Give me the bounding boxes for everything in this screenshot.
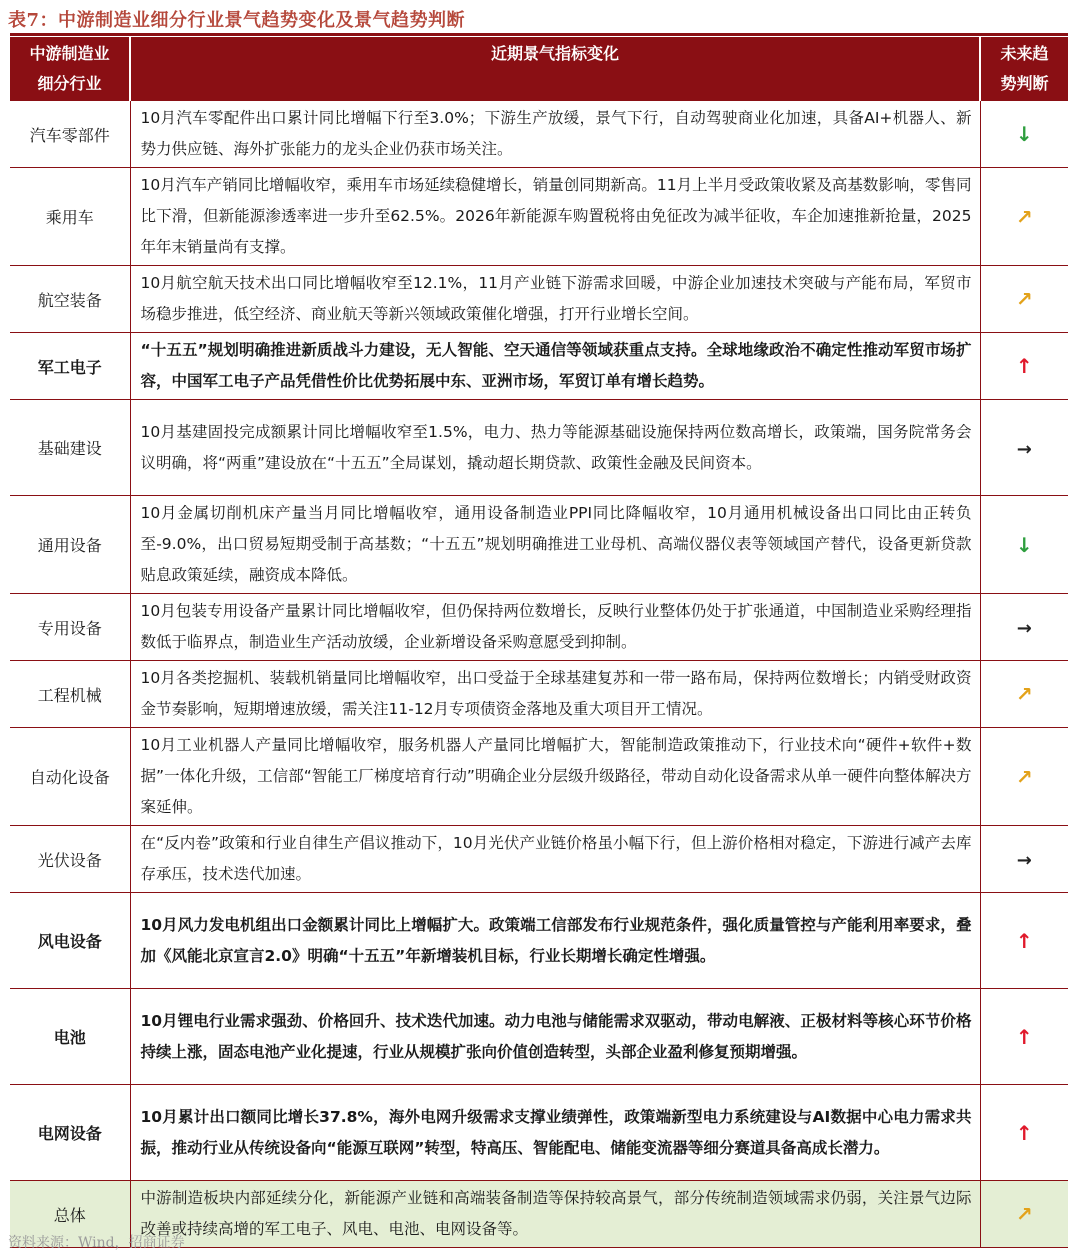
industry-cell: 自动化设备 (10, 728, 130, 826)
change-cell: 10月汽车零配件出口累计同比增幅下行至3.0%；下游生产放缓，景气下行，自动驾驶商业化加速，具备AI+机器人、新势力供应链、海外扩张能力的龙头企业仍获市场关注。 (130, 101, 980, 168)
trend-cell (980, 1085, 1068, 1181)
trend-arrow-icon: ↗ (1015, 764, 1033, 789)
trend-cell (980, 594, 1068, 661)
table-row (10, 989, 1068, 1085)
trend-cell (980, 661, 1068, 728)
trend-arrow-icon: ↗ (1015, 682, 1033, 706)
table-row (10, 496, 1068, 594)
industry-cell: 光伏设备 (10, 826, 130, 893)
header-change: 近期景气指标变化 (130, 37, 980, 101)
change-cell: “十五五”规划明确推进新质战斗力建设，无人智能、空天通信等领域获重点支持。全球地缘政治不确定性推动军贸市场扩容，中国军工电子产品凭借性价比优势拓展中东、亚洲市场，军贸订单有增长趋势。 (130, 333, 980, 400)
trend-cell (980, 496, 1068, 594)
industry-cell: 电网设备 (10, 1085, 130, 1181)
trend-cell (980, 893, 1068, 989)
change-cell: 10月金属切削机床产量当月同比增幅收窄，通用设备制造业PPI同比降幅收窄，10月通用机械设备出口同比由正转负至-9.0%，出口贸易短期受制于高基数；“十五五”规划明确推进工业母机、高端仪器仪表等领域国产替代，设备更新贷款贴息政策延续，融资成本降低。 (130, 496, 980, 594)
table-row (10, 826, 1068, 893)
table-row (10, 400, 1068, 496)
trend-arrow-icon: → (1016, 438, 1032, 460)
industry-cell: 风电设备 (10, 893, 130, 989)
table-row (10, 594, 1068, 661)
trend-cell (980, 728, 1068, 826)
trend-arrow-icon: ↑ (1015, 1120, 1033, 1145)
table-row (10, 333, 1068, 400)
change-cell: 10月累计出口额同比增长37.8%，海外电网升级需求支撑业绩弹性，政策端新型电力系统建设与AI数据中心电力需求共振，推动行业从传统设备向“能源互联网”转型，特高压、智能配电、储能变流器等细分赛道具备高成长潜力。 (130, 1085, 980, 1181)
title-rule (10, 33, 1068, 36)
change-cell: 10月航空航天技术出口同比增幅收窄至12.1%，11月产业链下游需求回暖，中游企业加速技术突破与产能布局，军贸市场稳步推进，低空经济、商业航天等新兴领域政策催化增强，打开行业增长空间。 (130, 266, 980, 333)
table-row (10, 266, 1068, 333)
industry-cell: 通用设备 (10, 496, 130, 594)
trend-arrow-icon: ↑ (1015, 928, 1033, 953)
industry-cell: 专用设备 (10, 594, 130, 661)
table-title: 表7：中游制造业细分行业景气趋势变化及景气趋势判断 (8, 10, 466, 31)
industry-cell: 军工电子 (10, 333, 130, 400)
change-cell: 中游制造板块内部延续分化，新能源产业链和高端装备制造等保持较高景气，部分传统制造领域需求仍弱，关注景气边际改善或持续高增的军工电子、风电、电池、电网设备等。 (130, 1181, 980, 1248)
industry-cell: 总体 (10, 1181, 130, 1248)
change-cell: 在“反内卷”政策和行业自律生产倡议推动下，10月光伏产业链价格虽小幅下行，但上游价格相对稳定，下游进行减产去库存承压，技术迭代加速。 (130, 826, 980, 893)
table-row (10, 661, 1068, 728)
change-cell: 10月汽车产销同比增幅收窄，乘用车市场延续稳健增长，销量创同期新高。11月上半月受政策收紧及高基数影响，零售同比下滑，但新能源渗透率进一步升至62.5%。2026年新能源车购置税将由免征改为减半征收，车企加速推新抢量，2025年年末销量尚有支撑。 (130, 168, 980, 266)
trend-arrow-icon: ↗ (1015, 1202, 1033, 1226)
table-header-row (10, 37, 1068, 101)
trend-arrow-icon: → (1016, 850, 1032, 871)
change-cell: 10月包装专用设备产量累计同比增幅收窄，但仍保持两位数增长，反映行业整体仍处于扩张通道，中国制造业采购经理指数低于临界点，制造业生产活动放缓，企业新增设备采购意愿受到抑制。 (130, 594, 980, 661)
industry-cell: 电池 (10, 989, 130, 1085)
industry-trend-table (10, 37, 1068, 1248)
trend-arrow-icon: ↗ (1015, 287, 1033, 311)
industry-cell: 航空装备 (10, 266, 130, 333)
change-cell: 10月锂电行业需求强劲、价格回升、技术迭代加速。动力电池与储能需求双驱动，带动电解液、正极材料等核心环节价格持续上涨，固态电池产业化提速，行业从规模扩张向价值创造转型，头部企业盈利修复预期增强。 (130, 989, 980, 1085)
trend-arrow-icon: ↗ (1015, 204, 1033, 229)
trend-cell (980, 826, 1068, 893)
trend-cell (980, 333, 1068, 400)
source-note: 资料来源：Wind，招商证券 (8, 1235, 185, 1251)
trend-arrow-icon: ↓ (1015, 122, 1033, 146)
industry-cell: 基础建设 (10, 400, 130, 496)
trend-arrow-icon: ↑ (1015, 1024, 1033, 1049)
table-row (10, 1085, 1068, 1181)
trend-cell (980, 101, 1068, 168)
industry-cell: 工程机械 (10, 661, 130, 728)
industry-cell: 乘用车 (10, 168, 130, 266)
trend-cell (980, 400, 1068, 496)
table-row (10, 101, 1068, 168)
change-cell: 10月工业机器人产量同比增幅收窄，服务机器人产量同比增幅扩大，智能制造政策推动下，行业技术向“硬件+软件+数据”一体化升级，工信部“智能工厂梯度培育行动”明确企业分层级升级路径，带动自动化设备需求从单一硬件向整体解决方案延伸。 (130, 728, 980, 826)
table-row (10, 893, 1068, 989)
industry-cell: 汽车零部件 (10, 101, 130, 168)
trend-cell (980, 168, 1068, 266)
change-cell: 10月风力发电机组出口金额累计同比上增幅扩大。政策端工信部发布行业规范条件，强化质量管控与产能利用率要求，叠加《风能北京宣言2.0》明确“十五五”年新增装机目标，行业长期增长确定性增强。 (130, 893, 980, 989)
table-row (10, 728, 1068, 826)
trend-arrow-icon: ↑ (1015, 354, 1033, 378)
header-industry: 中游制造业细分行业 (10, 37, 130, 101)
change-cell: 10月基建固投完成额累计同比增幅收窄至1.5%，电力、热力等能源基础设施保持两位数高增长，政策端，国务院常务会议明确，将“两重”建设放在“十五五”全局谋划，撬动超长期贷款、政策性金融及民间资本。 (130, 400, 980, 496)
trend-arrow-icon: → (1016, 618, 1032, 639)
table-row (10, 168, 1068, 266)
trend-cell (980, 266, 1068, 333)
header-trend: 未来趋势判断 (980, 37, 1068, 101)
trend-cell (980, 1181, 1068, 1248)
trend-arrow-icon: ↓ (1015, 532, 1033, 557)
change-cell: 10月各类挖掘机、装载机销量同比增幅收窄，出口受益于全球基建复苏和一带一路布局，保持两位数增长；内销受财政资金节奏影响，短期增速放缓，需关注11-12月专项债资金落地及重大项目开工情况。 (130, 661, 980, 728)
trend-cell (980, 989, 1068, 1085)
